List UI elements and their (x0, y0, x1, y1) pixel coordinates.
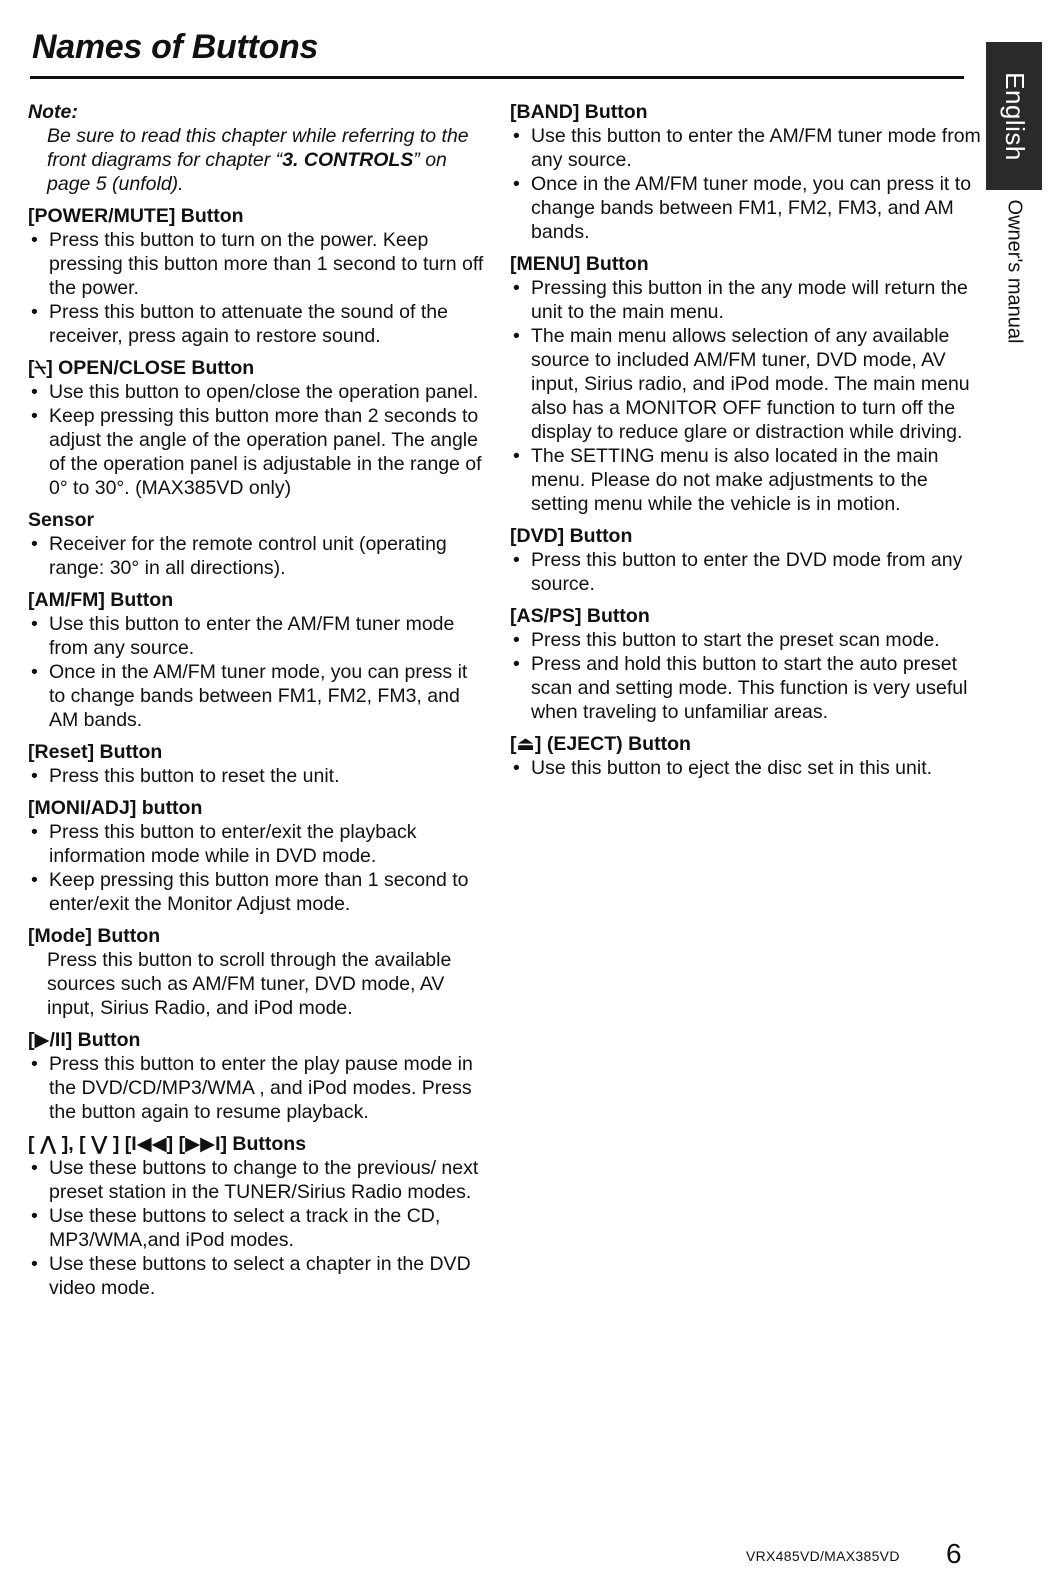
bullet-text: Keep pressing this button more than 1 second to enter/exit the Monitor Adjust mode. (49, 869, 469, 915)
bullet-icon: • (31, 821, 38, 843)
bullet-item (28, 532, 488, 580)
section-heading: [POWER/MUTE] Button (28, 205, 244, 227)
button-section (510, 604, 990, 724)
section-heading: [MENU] Button (510, 253, 649, 275)
bullet-text: Press this button to attenuate the sound of the receiver, press again to restore sound. (49, 301, 448, 347)
bullet-text: Receiver for the remote control unit (operating range: 30° in all directions). (49, 533, 447, 579)
language-tab (986, 42, 1042, 190)
left-sections (28, 204, 488, 1300)
bullet-text: Press this button to enter the DVD mode from any source. (531, 549, 963, 595)
bullet-item (510, 756, 990, 780)
note-section (28, 100, 488, 196)
bullet-text: Press and hold this button to start the auto preset scan and setting mode. This function is very useful when traveling to unfamiliar areas. (531, 653, 968, 723)
bullet-text: Press this button to enter/exit the playback information mode while in DVD mode. (49, 821, 417, 867)
bullet-text: Once in the AM/FM tuner mode, you can press it to change bands between FM1, FM2, FM3, and AM bands. (49, 661, 468, 731)
section-paragraph: Press this button to scroll through the available sources such as AM/FM tuner, DVD mode, AV input, Sirius Radio, and iPod mode. (47, 949, 452, 1019)
bullet-item (510, 548, 990, 596)
right-column (510, 100, 990, 788)
section-heading: [BAND] Button (510, 101, 648, 123)
bullet-text: Once in the AM/FM tuner mode, you can press it to change bands between FM1, FM2, FM3, and AM bands. (531, 173, 972, 243)
bullet-list (28, 1156, 488, 1300)
bullet-icon: • (31, 301, 38, 323)
bullet-icon: • (31, 1205, 38, 1227)
bullet-item (28, 1252, 488, 1300)
bullet-item (28, 820, 488, 868)
bullet-icon: • (31, 613, 38, 635)
bullet-icon: • (31, 533, 38, 555)
bullet-item (510, 444, 990, 516)
bullet-list (28, 1052, 488, 1124)
bullet-list (28, 612, 488, 732)
bullet-icon: • (31, 381, 38, 403)
section-heading: [ ⋀ ], [ ⋁ ] [I◀◀] [▶▶I] Buttons (28, 1133, 307, 1155)
bullet-icon: • (31, 869, 38, 891)
bullet-item (28, 1052, 488, 1124)
bullet-text: Pressing this button in the any mode will return the unit to the main menu. (531, 277, 968, 323)
bullet-icon: • (513, 277, 520, 299)
bullet-text: Use this button to enter the AM/FM tuner mode from any source. (49, 613, 455, 659)
bullet-icon: • (513, 173, 520, 195)
button-section (510, 252, 990, 516)
bullet-list (28, 820, 488, 916)
bullet-text: Use this button to open/close the operation panel. (49, 381, 479, 403)
section-heading: Sensor (28, 509, 95, 531)
bullet-item (28, 868, 488, 916)
bullet-list (510, 628, 990, 724)
bullet-icon: • (513, 757, 520, 779)
bullet-list (510, 756, 990, 780)
bullet-text: Press this button to turn on the power. Keep pressing this button more than 1 second to turn off the power. (49, 229, 484, 299)
section-heading: [MONI/ADJ] button (28, 797, 203, 819)
section-heading: [Reset] Button (28, 741, 163, 763)
button-section (28, 204, 488, 348)
right-sections (510, 100, 990, 780)
button-section (28, 1028, 488, 1124)
button-section (28, 740, 488, 788)
bullet-icon: • (513, 325, 520, 347)
section-heading: [AM/FM] Button (28, 589, 174, 611)
button-section (510, 732, 990, 780)
note-heading: Note: (28, 101, 78, 123)
bullet-text: Use this button to enter the AM/FM tuner mode from any source. (531, 125, 981, 171)
bullet-list (510, 548, 990, 596)
bullet-list (28, 764, 488, 788)
bullet-text: The SETTING menu is also located in the main menu. Please do not make adjustments to the setting menu while the vehicle is in motion. (531, 445, 939, 515)
bullet-item (510, 276, 990, 324)
bullet-item (28, 612, 488, 660)
bullet-text: Press this button to enter the play pause mode in the DVD/CD/MP3/WMA , and iPod modes. Press the button again to resume playback. (49, 1053, 473, 1123)
bullet-item (28, 228, 488, 300)
bullet-item (510, 628, 990, 652)
note-text-bold: 3. CONTROLS (282, 149, 414, 171)
bullet-item (28, 1156, 488, 1204)
bullet-text: Use these buttons to select a track in the CD, MP3/WMA,and iPod modes. (49, 1205, 441, 1251)
bullet-icon: • (513, 549, 520, 571)
bullet-icon: • (31, 661, 38, 683)
bullet-icon: • (31, 765, 38, 787)
note-text-before: Be sure to read this chapter while referring to the front diagrams for chapter “ (47, 125, 469, 171)
button-section (28, 924, 488, 1020)
button-section (28, 508, 488, 580)
bullet-list (28, 380, 488, 500)
bullet-list (28, 532, 488, 580)
note-text-after: ” on page 5 (unfold). (47, 149, 447, 195)
button-section (28, 1132, 488, 1300)
button-section (28, 356, 488, 500)
section-heading: [▶/II] Button (28, 1029, 141, 1051)
bullet-list (510, 276, 990, 516)
bullet-item (28, 300, 488, 348)
bullet-icon: • (513, 653, 520, 675)
bullet-item (510, 324, 990, 444)
page-number: 6 (946, 1538, 962, 1569)
section-heading: [AS/PS] Button (510, 605, 650, 627)
section-heading: [Mode] Button (28, 925, 161, 947)
section-heading: [DVD] Button (510, 525, 633, 547)
manual-label (986, 196, 1042, 346)
bullet-icon: • (31, 405, 38, 427)
bullet-item (28, 660, 488, 732)
left-column (28, 100, 488, 1308)
bullet-icon: • (31, 1157, 38, 1179)
bullet-icon: • (513, 445, 520, 467)
bullet-list (510, 124, 990, 244)
button-section (28, 796, 488, 916)
language-tab-label: English (999, 71, 1030, 161)
bullet-item (510, 652, 990, 724)
bullet-item (510, 124, 990, 172)
bullet-text: Use these buttons to select a chapter in the DVD video mode. (49, 1253, 471, 1299)
bullet-icon: • (513, 629, 520, 651)
button-section (510, 100, 990, 244)
bullet-icon: • (31, 229, 38, 251)
bullet-list (28, 228, 488, 348)
bullet-icon: • (31, 1253, 38, 1275)
page-title: Names of Buttons (32, 28, 319, 66)
note-text (28, 124, 488, 196)
bullet-text: Press this button to start the preset scan mode. (531, 629, 940, 651)
section-heading: [⏏] (EJECT) Button (510, 733, 691, 755)
section-heading: [⍀] OPEN/CLOSE Button (28, 357, 255, 379)
manual-label-text: Owner's manual (1003, 199, 1026, 343)
bullet-item (28, 380, 488, 404)
bullet-text: Use these buttons to change to the previous/ next preset station in the TUNER/Sirius Radio modes. (49, 1157, 479, 1203)
bullet-item (510, 172, 990, 244)
bullet-text: Keep pressing this button more than 2 seconds to adjust the angle of the operation panel. The angle of the operation panel is adjustable in the range of 0° to 30°. (MAX385VD only) (49, 405, 482, 499)
bullet-text: Use this button to eject the disc set in this unit. (531, 757, 933, 779)
bullet-icon: • (513, 125, 520, 147)
button-section (510, 524, 990, 596)
footer-model: VRX485VD/MAX385VD (746, 1548, 900, 1564)
bullet-item (28, 764, 488, 788)
bullet-text: The main menu allows selection of any available source to included AM/FM tuner, DVD mode, AV input, Sirius radio, and iPod mode. The main menu also has a MONITOR OFF function to turn off the display to reduce glare or distraction while driving. (531, 325, 970, 443)
bullet-icon: • (31, 1053, 38, 1075)
title-divider (30, 76, 964, 79)
button-section (28, 588, 488, 732)
bullet-item (28, 1204, 488, 1252)
bullet-item (28, 404, 488, 500)
bullet-text: Press this button to reset the unit. (49, 765, 340, 787)
